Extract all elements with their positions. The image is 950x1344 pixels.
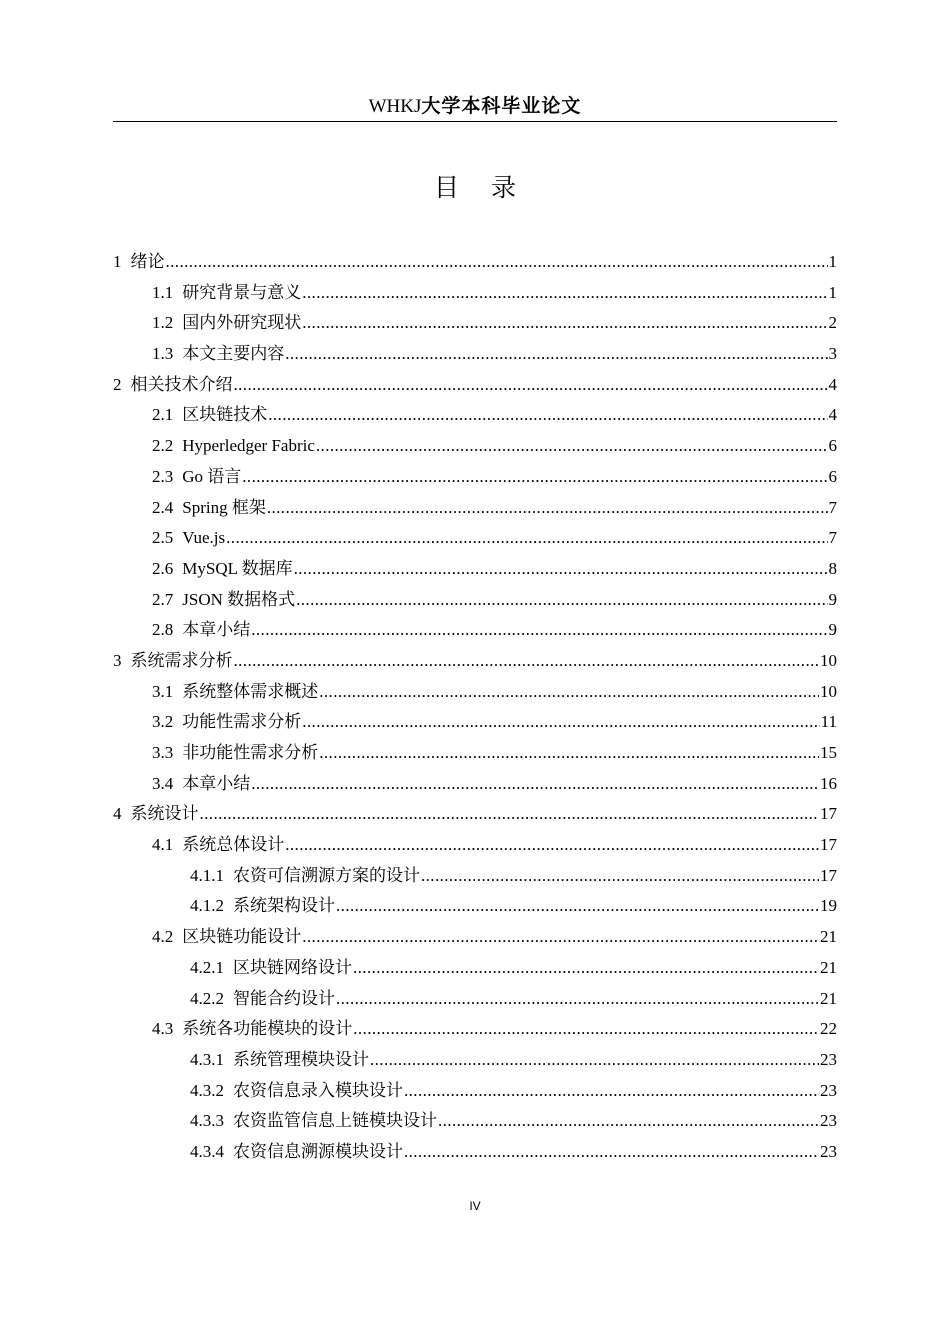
toc-entry-page: 8 bbox=[828, 558, 837, 578]
toc-heading: 目 录 bbox=[434, 173, 528, 202]
toc-entry-label: 系统设计 bbox=[130, 804, 199, 824]
header-title: 大学本科毕业论文 bbox=[421, 95, 582, 117]
toc-entry[interactable] bbox=[113, 769, 837, 800]
toc-entry[interactable] bbox=[113, 707, 837, 738]
toc-entry-number: 4.1 bbox=[152, 835, 174, 855]
toc-dot-leader bbox=[336, 984, 819, 1014]
toc-dot-leader bbox=[242, 462, 827, 492]
toc-entry-label: 本章小结 bbox=[182, 773, 251, 793]
toc-entry-number: 4.1.1 bbox=[190, 865, 224, 885]
toc-entry[interactable] bbox=[113, 861, 837, 892]
toc-entry-label: 农资监管信息上链模块设计 bbox=[233, 1111, 437, 1131]
toc-dot-leader bbox=[166, 247, 828, 277]
toc-entry-number: 3.3 bbox=[152, 743, 174, 762]
toc-entry-number: 1.3 bbox=[152, 344, 174, 364]
toc-entry[interactable] bbox=[113, 1137, 837, 1168]
toc-entry-label: 系统整体需求概述 bbox=[182, 681, 319, 701]
toc-entry-number: 4.2 bbox=[152, 927, 174, 947]
toc-dot-leader bbox=[353, 1014, 819, 1044]
toc-entry-label: 功能性需求分析 bbox=[182, 712, 302, 732]
toc-entry-number: 4.2.2 bbox=[190, 988, 224, 1008]
toc-dot-leader bbox=[285, 830, 819, 860]
toc-dot-leader bbox=[302, 278, 827, 308]
toc-entry-label: 本文主要内容 bbox=[182, 344, 285, 364]
toc-dot-leader bbox=[226, 523, 827, 553]
toc-entry-number: 2.1 bbox=[152, 405, 174, 425]
toc-entry[interactable] bbox=[113, 646, 837, 677]
toc-entry-number: 4.3.4 bbox=[190, 1141, 224, 1161]
toc-entry-label: 国内外研究现状 bbox=[182, 313, 302, 333]
toc-entry-page: 9 bbox=[828, 589, 837, 609]
toc-entry-number: 2.6 bbox=[152, 558, 174, 578]
toc-dot-leader bbox=[268, 400, 827, 430]
toc-entry-number: 1.2 bbox=[152, 313, 174, 333]
toc-entry-page: 23 bbox=[820, 1049, 837, 1069]
toc-dot-leader bbox=[302, 922, 819, 952]
toc-entry-number: 3.1 bbox=[152, 681, 174, 701]
toc-entry-page: 21 bbox=[820, 957, 837, 977]
toc-entry[interactable] bbox=[113, 953, 837, 984]
toc-entry[interactable] bbox=[113, 984, 837, 1015]
toc-entry[interactable] bbox=[113, 339, 837, 370]
toc-entry-label: 非功能性需求分析 bbox=[182, 743, 319, 762]
toc-entry[interactable] bbox=[113, 738, 837, 769]
toc-dot-leader bbox=[294, 554, 828, 584]
toc-entry-label: 区块链网络设计 bbox=[233, 957, 352, 977]
toc-dot-leader bbox=[251, 615, 827, 645]
toc-entry-label: MySQL 数据库 bbox=[182, 558, 293, 578]
toc-entry-page: 22 bbox=[820, 1019, 837, 1039]
toc-entry[interactable] bbox=[113, 278, 837, 309]
toc-entry-label: Hyperledger Fabric bbox=[182, 436, 315, 456]
toc-entry-label: Go 语言 bbox=[182, 466, 242, 486]
toc-dot-leader bbox=[285, 339, 827, 369]
toc-entry-label: 系统总体设计 bbox=[182, 835, 285, 855]
toc-entry-page: 6 bbox=[828, 466, 837, 486]
toc-entry-page: 23 bbox=[820, 1111, 837, 1131]
toc-entry-number: 2.7 bbox=[152, 589, 174, 609]
toc-entry-page: 1 bbox=[828, 252, 837, 271]
header-prefix: WHKJ bbox=[368, 96, 422, 117]
toc-dot-leader bbox=[251, 769, 819, 799]
toc-entry[interactable] bbox=[113, 462, 837, 493]
page-number: IV bbox=[469, 1199, 481, 1213]
toc-entry-number: 1.1 bbox=[152, 282, 174, 302]
toc-entry-number: 4.2.1 bbox=[190, 957, 224, 977]
toc-entry-page: 11 bbox=[820, 712, 837, 732]
toc-entry-page: 21 bbox=[820, 988, 837, 1008]
toc-entry-page: 17 bbox=[820, 804, 837, 824]
toc-dot-leader bbox=[200, 799, 820, 829]
toc-dot-leader bbox=[234, 646, 820, 676]
toc-entry-page: 1 bbox=[828, 282, 837, 302]
toc-entry[interactable] bbox=[113, 922, 837, 953]
toc-entry-page: 15 bbox=[820, 743, 837, 762]
toc-entry-label: Vue.js bbox=[182, 528, 226, 548]
toc-entry-label: 绪论 bbox=[130, 252, 165, 271]
toc-entry-number: 4.3.1 bbox=[190, 1049, 224, 1069]
toc-entry-label: 系统需求分析 bbox=[130, 650, 233, 670]
toc-dot-leader bbox=[267, 493, 828, 523]
toc-entry-label: 区块链功能设计 bbox=[182, 927, 302, 947]
toc-entry-label: 农资可信溯源方案的设计 bbox=[233, 865, 420, 885]
toc-entry[interactable] bbox=[113, 677, 837, 708]
toc-dot-leader bbox=[404, 1137, 819, 1167]
toc-entry[interactable] bbox=[113, 493, 837, 524]
toc-entry-number: 3.2 bbox=[152, 712, 174, 732]
toc-entry-page: 16 bbox=[820, 773, 837, 793]
toc-entry-label: 农资信息录入模块设计 bbox=[233, 1080, 403, 1100]
toc-dot-leader bbox=[404, 1076, 819, 1106]
toc-entry-page: 7 bbox=[828, 528, 837, 548]
toc-entry-number: 3 bbox=[113, 650, 122, 670]
toc-dot-leader bbox=[421, 861, 819, 891]
toc-entry-label: 系统架构设计 bbox=[233, 896, 335, 916]
toc-entry-page: 19 bbox=[820, 896, 837, 916]
toc-entry-number: 3.4 bbox=[152, 773, 174, 793]
toc-entry-number: 2.3 bbox=[152, 466, 174, 486]
toc-dot-leader bbox=[302, 308, 827, 338]
toc-entry-label: JSON 数据格式 bbox=[182, 589, 296, 609]
toc-entry-number: 2.4 bbox=[152, 497, 174, 517]
toc-entry-number: 2.8 bbox=[152, 620, 174, 640]
toc-entry[interactable] bbox=[113, 830, 837, 861]
toc-entry-label: 智能合约设计 bbox=[233, 988, 335, 1008]
toc-entry[interactable] bbox=[113, 1045, 837, 1076]
toc-entry-label: 农资信息溯源模块设计 bbox=[233, 1141, 403, 1161]
toc-dot-leader bbox=[353, 953, 819, 983]
toc-entry-page: 6 bbox=[828, 436, 837, 456]
toc-entry-number: 4.3.3 bbox=[190, 1111, 224, 1131]
toc-entry[interactable] bbox=[113, 308, 837, 339]
toc-dot-leader bbox=[296, 585, 827, 615]
toc-entry-page: 10 bbox=[820, 650, 837, 670]
toc-entry[interactable] bbox=[113, 370, 837, 401]
toc-dot-leader bbox=[234, 370, 828, 400]
toc-dot-leader bbox=[319, 677, 819, 707]
toc-entry-page: 17 bbox=[820, 835, 837, 855]
toc-dot-leader bbox=[336, 891, 819, 921]
toc-entry[interactable] bbox=[113, 891, 837, 922]
toc-entry-page: 17 bbox=[820, 865, 837, 885]
toc-entry-number: 2 bbox=[113, 374, 122, 394]
toc-entry-page: 4 bbox=[828, 405, 837, 425]
toc-entry-page: 4 bbox=[828, 374, 837, 394]
table-of-contents bbox=[113, 247, 837, 1168]
toc-entry[interactable] bbox=[113, 1014, 837, 1045]
toc-dot-leader bbox=[316, 431, 828, 461]
toc-dot-leader bbox=[302, 707, 819, 737]
toc-entry[interactable] bbox=[113, 554, 837, 585]
toc-entry-page: 9 bbox=[828, 620, 837, 640]
toc-entry-number: 4.1.2 bbox=[190, 896, 224, 916]
toc-entry-label: 区块链技术 bbox=[182, 405, 268, 425]
toc-entry-page: 3 bbox=[828, 344, 837, 364]
toc-entry-page: 23 bbox=[820, 1080, 837, 1100]
toc-entry[interactable] bbox=[113, 799, 837, 830]
toc-entry-number: 4.3 bbox=[152, 1019, 174, 1039]
toc-entry-number: 2.5 bbox=[152, 528, 174, 548]
toc-entry[interactable] bbox=[113, 523, 837, 554]
toc-entry[interactable] bbox=[113, 400, 837, 431]
toc-entry-page: 2 bbox=[828, 313, 837, 333]
toc-entry-page: 7 bbox=[828, 497, 837, 517]
toc-entry-number: 2.2 bbox=[152, 436, 174, 456]
toc-entry[interactable] bbox=[113, 615, 837, 646]
toc-dot-leader bbox=[319, 738, 819, 768]
toc-entry[interactable] bbox=[113, 1076, 837, 1107]
toc-dot-leader bbox=[370, 1045, 819, 1075]
toc-entry[interactable] bbox=[113, 585, 837, 616]
toc-entry-page: 21 bbox=[820, 927, 837, 947]
toc-entry-label: Spring 框架 bbox=[182, 497, 266, 517]
toc-entry[interactable] bbox=[113, 1106, 837, 1137]
toc-entry-label: 本章小结 bbox=[182, 620, 251, 640]
toc-entry-label: 系统各功能模块的设计 bbox=[182, 1019, 353, 1039]
page-header bbox=[113, 92, 837, 122]
toc-entry[interactable] bbox=[113, 247, 837, 278]
toc-entry-page: 23 bbox=[820, 1141, 837, 1161]
toc-entry-number: 4.3.2 bbox=[190, 1080, 224, 1100]
toc-entry-label: 研究背景与意义 bbox=[182, 282, 302, 302]
toc-entry-page: 10 bbox=[820, 681, 837, 701]
toc-entry-label: 相关技术介绍 bbox=[130, 374, 233, 394]
toc-entry-number: 1 bbox=[113, 252, 122, 271]
toc-entry[interactable] bbox=[113, 431, 837, 462]
toc-dot-leader bbox=[438, 1106, 819, 1136]
toc-entry-label: 系统管理模块设计 bbox=[233, 1049, 369, 1069]
toc-entry-number: 4 bbox=[113, 804, 122, 824]
